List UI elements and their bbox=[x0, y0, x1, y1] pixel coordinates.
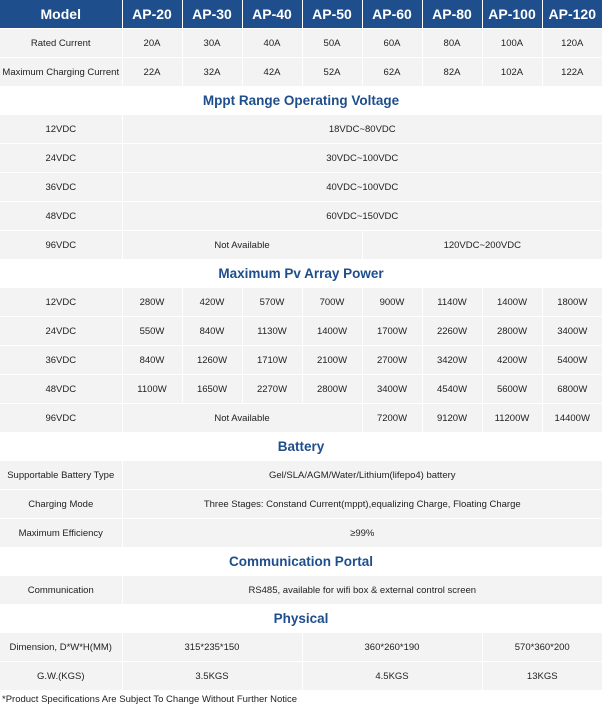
cell-value: 570*360*200 bbox=[482, 633, 602, 662]
cell-value: 14400W bbox=[542, 404, 602, 433]
row-label: G.W.(KGS) bbox=[0, 662, 122, 691]
row-label: Communication bbox=[0, 576, 122, 605]
row-label: 96VDC bbox=[0, 404, 122, 433]
cell-value: 80A bbox=[422, 29, 482, 58]
cell-value: 7200W bbox=[362, 404, 422, 433]
cell-value: 360*260*190 bbox=[302, 633, 482, 662]
battery-row bbox=[0, 490, 602, 519]
cell-value: 120VDC~200VDC bbox=[362, 231, 602, 260]
cell-value: 1700W bbox=[362, 317, 422, 346]
not-available-cell: Not Available bbox=[122, 231, 362, 260]
row-label: 12VDC bbox=[0, 115, 122, 144]
cell-value: 1140W bbox=[422, 288, 482, 317]
communication-row bbox=[0, 576, 602, 605]
section-title-row bbox=[0, 547, 602, 576]
battery-row bbox=[0, 461, 602, 490]
cell-value: 42A bbox=[242, 58, 302, 87]
row-label: 24VDC bbox=[0, 317, 122, 346]
cell-value: 100A bbox=[482, 29, 542, 58]
cell-value: 6800W bbox=[542, 375, 602, 404]
cell-value: 420W bbox=[182, 288, 242, 317]
cell-value: 11200W bbox=[482, 404, 542, 433]
row-label: Dimension, D*W*H(MM) bbox=[0, 633, 122, 662]
model-name: AP-120 bbox=[542, 0, 602, 29]
cell-value: Three Stages: Constand Current(mppt),equalizing Charge, Floating Charge bbox=[122, 490, 602, 519]
cell-value: 32A bbox=[182, 58, 242, 87]
mppt-row bbox=[0, 115, 602, 144]
pv-row bbox=[0, 346, 602, 375]
mppt-row bbox=[0, 202, 602, 231]
weight-row bbox=[0, 662, 602, 691]
cell-value: 30VDC~100VDC bbox=[122, 144, 602, 173]
cell-value: 1710W bbox=[242, 346, 302, 375]
model-name: AP-40 bbox=[242, 0, 302, 29]
cell-value: 2270W bbox=[242, 375, 302, 404]
cell-value: 1130W bbox=[242, 317, 302, 346]
cell-value: ≥99% bbox=[122, 519, 602, 548]
cell-value: 40VDC~100VDC bbox=[122, 173, 602, 202]
cell-value: 18VDC~80VDC bbox=[122, 115, 602, 144]
section-title-row bbox=[0, 604, 602, 633]
cell-value: 3420W bbox=[422, 346, 482, 375]
cell-value: 1100W bbox=[122, 375, 182, 404]
cell-value: 20A bbox=[122, 29, 182, 58]
not-available-cell: Not Available bbox=[122, 404, 362, 433]
cell-value: 2100W bbox=[302, 346, 362, 375]
cell-value: 62A bbox=[362, 58, 422, 87]
cell-value: 4.5KGS bbox=[302, 662, 482, 691]
mppt-row bbox=[0, 173, 602, 202]
cell-value: 1650W bbox=[182, 375, 242, 404]
cell-value: 30A bbox=[182, 29, 242, 58]
model-name: AP-80 bbox=[422, 0, 482, 29]
pv-row-96vdc bbox=[0, 404, 602, 433]
cell-value: 900W bbox=[362, 288, 422, 317]
cell-value: 52A bbox=[302, 58, 362, 87]
row-label: 96VDC bbox=[0, 231, 122, 260]
footnote: *Product Specifications Are Subject To Change Without Further Notice bbox=[2, 694, 298, 705]
cell-value: 1400W bbox=[302, 317, 362, 346]
pv-row bbox=[0, 317, 602, 346]
cell-value: 4540W bbox=[422, 375, 482, 404]
cell-value: 40A bbox=[242, 29, 302, 58]
section-title-row bbox=[0, 432, 602, 461]
cell-value: 700W bbox=[302, 288, 362, 317]
cell-value: 9120W bbox=[422, 404, 482, 433]
cell-value: 5400W bbox=[542, 346, 602, 375]
cell-value: 82A bbox=[422, 58, 482, 87]
section-title-row bbox=[0, 259, 602, 288]
pv-section-title: Maximum Pv Array Power bbox=[0, 259, 602, 288]
cell-value: 102A bbox=[482, 58, 542, 87]
cell-value: 2700W bbox=[362, 346, 422, 375]
row-label: 48VDC bbox=[0, 375, 122, 404]
model-header: Model bbox=[0, 0, 122, 29]
row-label: Charging Mode bbox=[0, 490, 122, 519]
cell-value: 315*235*150 bbox=[122, 633, 302, 662]
cell-value: 5600W bbox=[482, 375, 542, 404]
cell-value: 840W bbox=[182, 317, 242, 346]
cell-value: 1400W bbox=[482, 288, 542, 317]
cell-value: 122A bbox=[542, 58, 602, 87]
row-label: Maximum Charging Current bbox=[0, 58, 122, 87]
cell-value: 13KGS bbox=[482, 662, 602, 691]
cell-value: 2260W bbox=[422, 317, 482, 346]
model-name: AP-50 bbox=[302, 0, 362, 29]
model-name: AP-20 bbox=[122, 0, 182, 29]
cell-value: 570W bbox=[242, 288, 302, 317]
mppt-row bbox=[0, 144, 602, 173]
cell-value: 280W bbox=[122, 288, 182, 317]
model-name: AP-100 bbox=[482, 0, 542, 29]
cell-value: 2800W bbox=[482, 317, 542, 346]
row-label: 48VDC bbox=[0, 202, 122, 231]
cell-value: 1260W bbox=[182, 346, 242, 375]
physical-section-title: Physical bbox=[0, 604, 602, 633]
cell-value: 1800W bbox=[542, 288, 602, 317]
cell-value: 60A bbox=[362, 29, 422, 58]
cell-value: 550W bbox=[122, 317, 182, 346]
pv-row bbox=[0, 375, 602, 404]
cell-value: 840W bbox=[122, 346, 182, 375]
row-label: Supportable Battery Type bbox=[0, 461, 122, 490]
model-name: AP-60 bbox=[362, 0, 422, 29]
cell-value: 3400W bbox=[542, 317, 602, 346]
section-title-row bbox=[0, 86, 602, 115]
battery-section-title: Battery bbox=[0, 432, 602, 461]
cell-value: 50A bbox=[302, 29, 362, 58]
rated-current-row bbox=[0, 29, 602, 58]
cell-value: 4200W bbox=[482, 346, 542, 375]
cell-value: 60VDC~150VDC bbox=[122, 202, 602, 231]
row-label: 36VDC bbox=[0, 173, 122, 202]
dimension-row bbox=[0, 633, 602, 662]
pv-row bbox=[0, 288, 602, 317]
row-label: 36VDC bbox=[0, 346, 122, 375]
cell-value: 3.5KGS bbox=[122, 662, 302, 691]
mppt-section-title: Mppt Range Operating Voltage bbox=[0, 86, 602, 115]
communication-section-title: Communication Portal bbox=[0, 547, 602, 576]
cell-value: 22A bbox=[122, 58, 182, 87]
header-row bbox=[0, 0, 602, 29]
cell-value: 2800W bbox=[302, 375, 362, 404]
model-name: AP-30 bbox=[182, 0, 242, 29]
row-label: 24VDC bbox=[0, 144, 122, 173]
cell-value: 120A bbox=[542, 29, 602, 58]
row-label: Rated Current bbox=[0, 29, 122, 58]
row-label: 12VDC bbox=[0, 288, 122, 317]
cell-value: Gel/SLA/AGM/Water/Lithium(lifepo4) battery bbox=[122, 461, 602, 490]
cell-value: RS485, available for wifi box & external control screen bbox=[122, 576, 602, 605]
row-label: Maximum Efficiency bbox=[0, 519, 122, 548]
cell-value: 3400W bbox=[362, 375, 422, 404]
battery-row bbox=[0, 519, 602, 548]
mppt-row-96vdc bbox=[0, 231, 602, 260]
max-charging-current-row bbox=[0, 58, 602, 87]
